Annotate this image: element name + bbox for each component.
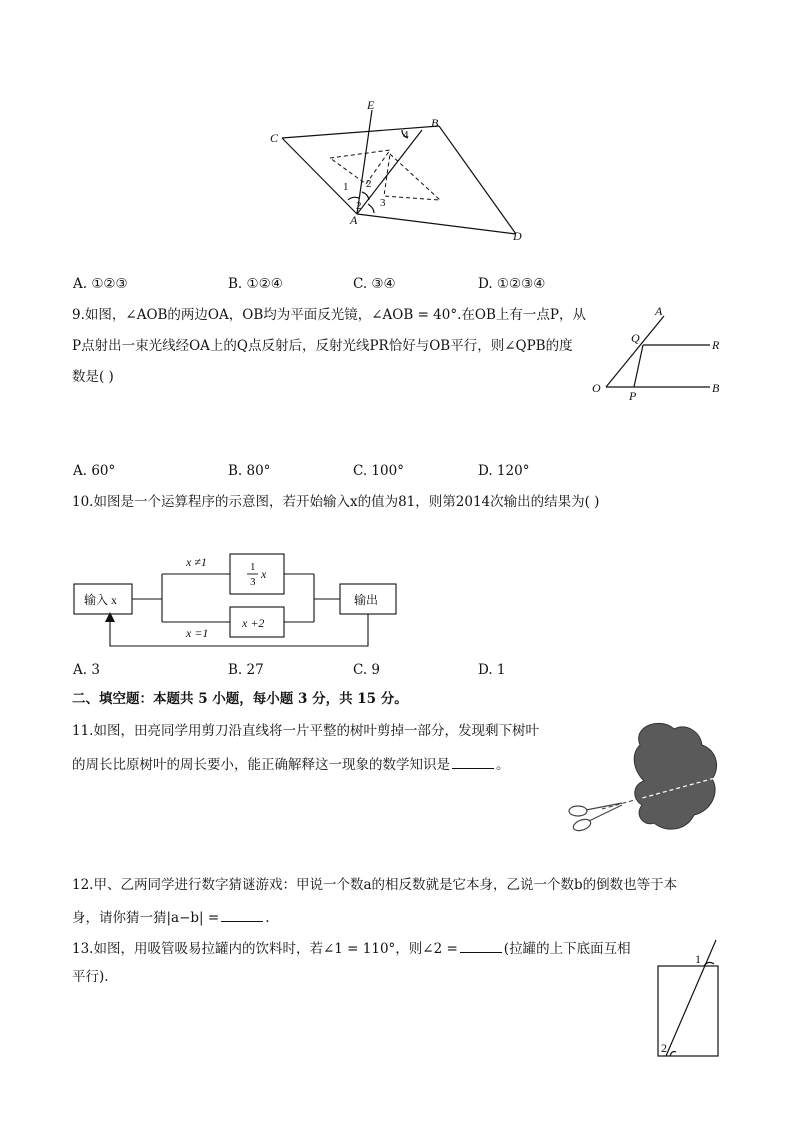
q10-flowchart xyxy=(70,548,410,654)
q8-option-c[interactable]: C. ③④ xyxy=(353,276,396,292)
q13-straw xyxy=(666,940,716,1056)
q9-option-c[interactable]: C. 100° xyxy=(353,463,404,479)
q8-line-cb xyxy=(282,126,439,138)
q12-text-line1: 12.甲、乙两同学进行数字猜谜游戏：甲说一个数a的相反数就是它本身，乙说一个数b的倒数也等于本 xyxy=(72,877,678,893)
q8-label-d: D xyxy=(513,229,522,243)
q13-text-line1 xyxy=(72,940,631,957)
q9-option-d[interactable]: D. 120° xyxy=(478,463,530,479)
q10-option-a[interactable]: A. 3 xyxy=(73,662,100,678)
q8-angle-label-1: 1 xyxy=(343,181,349,193)
q8-label-e: E xyxy=(367,98,375,112)
q8-angle-label-4: 4 xyxy=(403,129,409,141)
q13-can-figure xyxy=(652,938,728,1062)
q8-angle-arc2 xyxy=(362,192,369,200)
q8-label-b: B xyxy=(431,116,439,130)
q13-text-line2: 平行). xyxy=(72,969,109,985)
q10-bottom-operation: x +2 xyxy=(242,616,265,630)
q12-text-line2 xyxy=(72,909,270,926)
q13-answer-blank[interactable] xyxy=(460,940,502,953)
q10-fraction-variable: x xyxy=(261,567,267,581)
q8-label-c: C xyxy=(270,131,279,145)
q9-label-a: A xyxy=(655,304,663,318)
scissors-icon xyxy=(569,803,622,833)
q12-answer-blank[interactable] xyxy=(221,909,263,922)
q8-option-a[interactable]: A. ①②③ xyxy=(73,276,128,292)
q11-leaf-figure xyxy=(562,715,730,845)
q9-label-p: P xyxy=(629,389,637,402)
q11-answer-blank[interactable] xyxy=(452,756,494,769)
q8-option-d[interactable]: D. ①②③④ xyxy=(478,276,546,292)
q9-text-line3: 数是( ) xyxy=(72,369,114,385)
q9-label-o: O xyxy=(592,381,601,395)
q8-dashed-triangle-left xyxy=(330,150,390,184)
q10-loop-line xyxy=(110,614,368,646)
q11-leaf-shape xyxy=(634,723,716,829)
q11-text-line2-end: 。 xyxy=(496,757,510,773)
q9-text-line2: P点射出一束光线经OA上的Q点反射后，反射光线PR恰好与OB平行，则∠QPB的度 xyxy=(72,338,573,354)
q12-text-line2-end: . xyxy=(265,910,270,926)
q8-angle-arc3 xyxy=(368,204,374,213)
q12-text-line2-main: 身，请你猜一猜|a−b| = xyxy=(72,910,220,926)
q8-dashed-triangle-right xyxy=(384,154,440,200)
q9-option-b[interactable]: B. 80° xyxy=(228,463,271,479)
q13-angle-label-1: 1 xyxy=(695,952,701,966)
q10-top-condition: x ≠1 xyxy=(186,555,207,569)
q9-ray-oa xyxy=(606,316,664,387)
q8-angle-label-2: 2 xyxy=(366,178,372,190)
q9-text-line1: 9.如图，∠AOB的两边OA，OB均为平面反光镜，∠AOB = 40°.在OB上有一点P，从 xyxy=(72,307,586,323)
q8-option-b[interactable]: B. ①②④ xyxy=(228,276,283,292)
q8-angle-label-2b: 2 xyxy=(356,200,362,212)
q9-option-a[interactable]: A. 60° xyxy=(73,463,116,479)
q10-option-b[interactable]: B. 27 xyxy=(228,662,264,678)
q11-text-line1: 11.如图，田亮同学用剪刀沿直线将一片平整的树叶剪掉一部分，发现剩下树叶 xyxy=(72,723,539,739)
q10-fraction-denominator: 3 xyxy=(250,576,256,588)
q11-text-line2 xyxy=(72,756,510,773)
q13-text-line1-main: 13.如图，用吸管吸易拉罐内的饮料时，若∠1 = 110°，则∠2 = xyxy=(72,941,458,957)
q9-label-q: Q xyxy=(631,331,640,345)
section-2-heading: 二、填空题：本题共 5 小题，每小题 3 分，共 15 分。 xyxy=(72,691,408,707)
q10-fraction-numerator: 1 xyxy=(250,561,256,573)
q10-input-label: 输入 x xyxy=(84,593,118,607)
q13-can-outline xyxy=(658,966,718,1056)
q9-label-r: R xyxy=(712,338,720,352)
q8-line-ad xyxy=(357,214,516,234)
q10-option-c[interactable]: C. 9 xyxy=(353,662,381,678)
q10-text-line1: 10.如图是一个运算程序的示意图，若开始输入x的值为81，则第2014次输出的结果为( ) xyxy=(72,494,600,510)
q8-angle-label-3: 3 xyxy=(380,197,386,209)
q8-line-ca xyxy=(282,138,357,214)
q13-angle-label-2: 2 xyxy=(661,1041,667,1055)
q10-bottom-condition: x =1 xyxy=(186,626,209,640)
q11-text-line2-main: 的周长比原树叶的周长要小，能正确解释这一现象的数学知识是 xyxy=(72,757,450,773)
q10-option-d[interactable]: D. 1 xyxy=(478,662,506,678)
q9-figure xyxy=(586,302,726,402)
q13-angle-arc-2 xyxy=(670,1052,676,1057)
q13-text-line1-end: (拉罐的上下底面互相 xyxy=(503,941,631,957)
q8-line-bd xyxy=(439,126,516,234)
q8-label-a: A xyxy=(350,213,358,227)
q10-output-label: 输出 xyxy=(354,593,379,607)
q8-figure xyxy=(262,96,532,246)
q9-label-b: B xyxy=(712,381,720,395)
